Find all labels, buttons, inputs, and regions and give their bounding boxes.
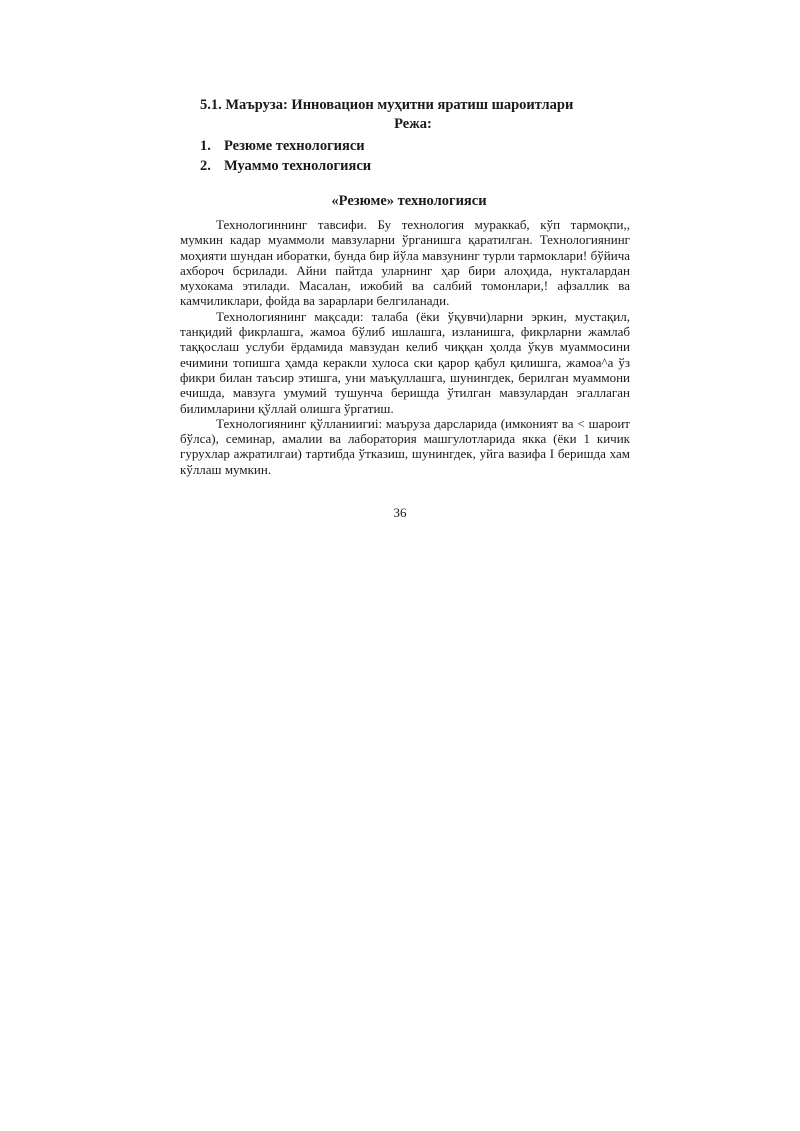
plan-item-text: Резюме технологияси	[224, 138, 365, 154]
plan-item-number: 2.	[200, 158, 211, 174]
section-title: «Резюме» технологияси	[331, 193, 487, 209]
lecture-title: 5.1. Маъруза: Инновацион муҳитни яратиш шароитлари	[200, 97, 574, 113]
plan-item-text: Муаммо технологияси	[224, 158, 372, 174]
paragraph-usage: Технологиянинг қўлланиигиi: маъруза дарсларида (имконият ва < шароит бўлса), семинар, амалии ва лаборатория машгулотларида якка (ёки 1 кичик гурухлар ажратилгаи) тартибда ўтказиш, шунингдек, уйга вазифа I беришда хам кўллаш мумкин.	[180, 415, 630, 477]
paragraph-description: Технологиннинг тавсифи. Бу технология мураккаб, кўп тармоқпи,, мумкин кадар муаммоли мавзуларни ўрганишга қаратилган. Технологиянинг моҳияти шундан иборатки, бунда бир йўла мавзунинг турли тармоклари! бўйича ахбороч бсрилади. Айни пайтда уларнинг ҳар бири алоҳида, нукталардан мухокама этилади. Масалан, ижобий ва салбий томонлари,! афзаллик ва камчиликлари, фойда ва зарарлари белгиланади.	[180, 217, 630, 309]
document-page	[180, 96, 630, 477]
plan-item-number: 1.	[200, 138, 211, 154]
plan-heading: Режа:	[394, 116, 432, 132]
plan-item	[200, 136, 630, 156]
page-number: 36	[393, 505, 407, 520]
paragraph-goal: Технологиянинг мақсади: талаба (ёки ўқувчи)ларни эркин, мустақил, танқидий фикрлашга, жамоа бўлиб ишлашга, изланишга, фикрларни жамлаб таққослаш услуби ёрдамида мавзудан келиб чиққан ҳолда ўкув муаммосини ечимини топишга ҳамда керакли хулоса ски қарор қабул қилишга, жамоа^а ўз фикри билан таъсир этишга, уни маъқуллашга, шунингдек, берилган муаммони ечишда, мавзуга умумий тушунча беришда ўтилган мавзулардан эгаллаган билимларини қўллай олишга ўргатиш.	[180, 308, 630, 416]
plan-list	[180, 136, 630, 176]
plan-item	[200, 156, 630, 176]
